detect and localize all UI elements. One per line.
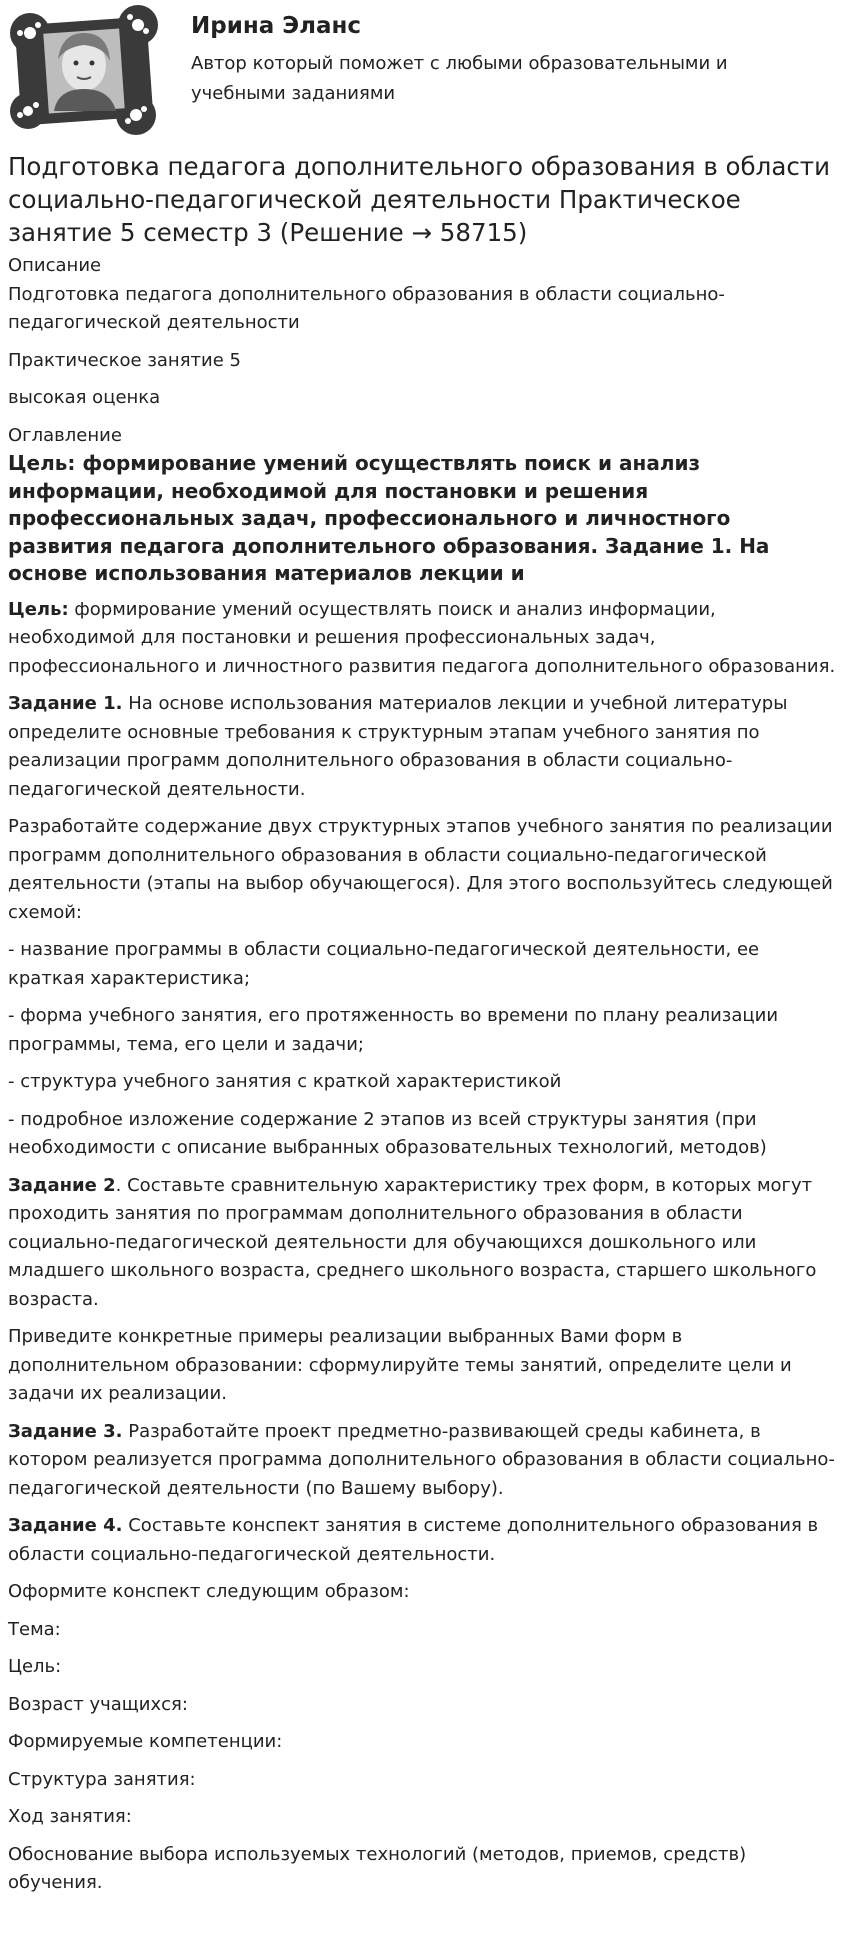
- author-description: Автор который поможет с любыми образовательными и учебными заданиями: [191, 53, 728, 104]
- description-paragraph: высокая оценка: [8, 387, 161, 408]
- goal-paragraph: [8, 596, 839, 682]
- task1-develop-paragraph: Разработайте содержание двух структурных этапов учебного занятия по реализации программ дополнительного образования в области социально-педагогической деятельности (этапы на выбор обучающегося). Для этого воспользуйтесь следующей схемой:: [8, 816, 833, 923]
- outline-item: Тема:: [8, 1618, 61, 1640]
- goal-text: формирование умений осуществлять поиск и анализ информации, необходимой для постановки и решения профессиональных задач, профессионального и личностного развития педагога дополнительного образования.: [8, 598, 836, 677]
- scheme-item: - форма учебного занятия, его протяженность во времени по плану реализации программы, тема, его цели и задачи;: [8, 1005, 779, 1055]
- task2-label: Задание 2: [8, 1174, 116, 1196]
- author-avatar[interactable]: [8, 3, 160, 139]
- page-title: Подготовка педагога дополнительного образования в области социально-педагогической деятельности Практическое занятие 5 семестр 3 (Решение → 58715): [8, 152, 830, 247]
- outline-item: Структура занятия:: [8, 1768, 196, 1790]
- task1-paragraph: [8, 690, 839, 804]
- description-label: Описание: [8, 255, 102, 276]
- author-card: [8, 0, 839, 140]
- toc-label: Оглавление: [8, 424, 122, 446]
- task2-text: . Составьте сравнительную характеристику трех форм, в которых могут проходить занятия по программам дополнительного образования в области социально-педагогической деятельности для обучающихся дошкольного или младшего школьного возраста, среднего школьного возраста, старшего школьного возраста.: [8, 1174, 817, 1310]
- outline-item: Ход занятия:: [8, 1806, 132, 1827]
- description-paragraph: Подготовка педагога дополнительного образования в области социально-педагогической деятельности: [8, 283, 725, 333]
- scheme-item: - подробное изложение содержание 2 этапов из всей структуры занятия (при необходимости с описание выбранных образовательных технологий, методов): [8, 1108, 767, 1158]
- outline-item: Обоснование выбора используемых технологий (методов, приемов, средств) обучения.: [8, 1843, 747, 1893]
- task4-label: Задание 4.: [8, 1515, 123, 1536]
- task1-label: Задание 1.: [8, 693, 123, 714]
- goal-label: Цель:: [8, 598, 69, 620]
- task2-paragraph: [8, 1172, 839, 1315]
- outline-item: Цель:: [8, 1656, 62, 1677]
- scheme-item: - название программы в области социально-педагогической деятельности, ее краткая характеристика;: [8, 939, 760, 989]
- task3-text: Разработайте проект предметно-развивающей среды кабинета, в котором реализуется программа дополнительного образования в области социально-педагогической деятельности (по Вашему выбору).: [8, 1420, 835, 1499]
- task1-text: На основе использования материалов лекции и учебной литературы определите основные требования к структурным этапам учебного занятия по реализации программ дополнительного образования в области социально-педагогической деятельности.: [8, 693, 788, 800]
- scheme-item: - структура учебного занятия с краткой характеристикой: [8, 1071, 562, 1092]
- content-body: [8, 596, 839, 1898]
- task3-label: Задание 3.: [8, 1420, 123, 1442]
- toc-heading[interactable]: Цель: формирование умений осуществлять поиск и анализ информации, необходимой для постановки и решения профессиональных задач, профессионального и личностного развития педагога дополнительного образования. Задание 1. На основе использования материалов лекции и: [8, 451, 770, 585]
- task4-text: Составьте конспект занятия в системе дополнительного образования в области социально-педагогической деятельности.: [8, 1515, 819, 1565]
- outline-item: Возраст учащихся:: [8, 1693, 188, 1715]
- task2-examples-paragraph: Приведите конкретные примеры реализации выбранных Вами форм в дополнительном образовании: сформулируйте темы занятий, определите цели и задачи их реализации.: [8, 1326, 792, 1404]
- outline-intro: Оформите конспект следующим образом:: [8, 1581, 410, 1602]
- description-paragraph: Практическое занятие 5: [8, 349, 241, 371]
- author-info: [191, 10, 791, 109]
- task4-paragraph: [8, 1512, 839, 1569]
- outline-item: Формируемые компетенции:: [8, 1731, 283, 1752]
- task3-paragraph: [8, 1418, 839, 1504]
- author-name[interactable]: Ирина Эланс: [191, 13, 362, 39]
